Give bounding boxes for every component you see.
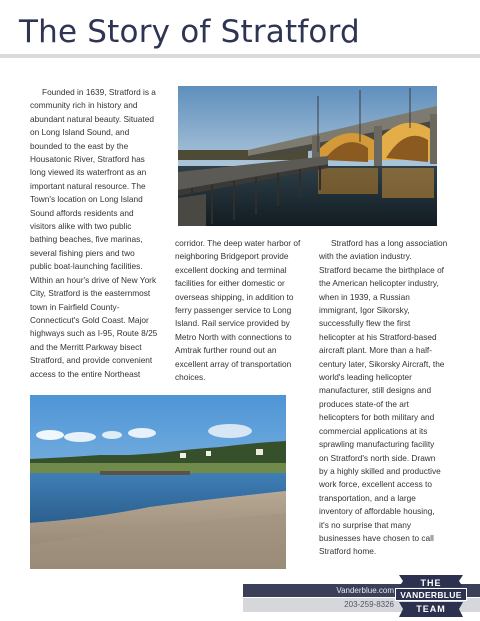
text-line: manufacturer, still designs and	[319, 385, 432, 396]
logo-line-2: VANDERBLUE	[400, 590, 462, 600]
bridge-photo	[178, 86, 437, 226]
text-line: when in 1939, a Russian	[319, 291, 410, 302]
text-line: excellent array of transportation	[175, 358, 292, 369]
text-line: world's leading helicopter	[319, 372, 412, 383]
text-line: access to the entire Northeast	[30, 368, 141, 379]
text-line: successfully flew the first	[319, 318, 411, 329]
page-title: The Story of Stratford	[19, 14, 360, 50]
title-divider	[0, 54, 480, 58]
text-line: Amtrak further round out an	[175, 345, 277, 356]
column-1-text	[30, 86, 164, 381]
text-line: corridor. The deep water harbor of	[175, 238, 301, 248]
column-3-text	[319, 237, 469, 559]
text-line: commercial applications at its	[319, 425, 428, 436]
text-line: Housatonic River, Stratford has	[30, 154, 145, 165]
text-line: bathing beaches, five marinas,	[30, 234, 143, 245]
website-link[interactable]: Vanderblue.com	[336, 586, 394, 595]
text-line: important natural resource. The	[30, 180, 146, 191]
text-line: and the Merritt Parkway bisect	[30, 341, 142, 352]
text-line: transportation, and a large	[319, 492, 416, 503]
text-line: public boat-launching facilities.	[30, 261, 143, 272]
text-line: Founded in 1639, Stratford is a	[42, 87, 156, 97]
text-line: bounded to the east by the	[30, 140, 129, 151]
text-line: Stratford home.	[319, 546, 377, 557]
text-line: Stratford, and provide convenient	[30, 355, 153, 366]
text-line: Stratford became the birthplace of	[319, 264, 444, 275]
text-line: with the aviation industry.	[319, 251, 412, 262]
column-2-text	[175, 237, 317, 384]
text-line: businesses have chosen to call	[319, 532, 434, 543]
text-line: long viewed its waterfront as an	[30, 167, 147, 178]
text-line: ferry passenger service to Long	[175, 305, 292, 316]
text-line: community rich in history and	[30, 100, 138, 111]
text-line: work force, excellent access to	[319, 479, 432, 490]
text-line: Sound affords residents and	[30, 207, 134, 218]
text-line: Stratford has a long association	[331, 238, 448, 248]
text-line: facilities for either domestic or	[175, 278, 285, 289]
text-line: visitors alike with two public	[30, 221, 132, 232]
phone-number: 203-259-8326	[344, 600, 394, 609]
text-line: sprawling manufacturing facility	[319, 439, 435, 450]
text-line: inventory of affordable housing,	[319, 506, 435, 517]
text-line: Connecticut's Gold Coast. Major	[30, 314, 149, 325]
text-line: on Long Island Sound, and	[30, 127, 130, 138]
text-line: Island. Rail service provided by	[175, 318, 290, 329]
text-line: helicopters for both military and	[319, 412, 435, 423]
logo-line-1: THE	[420, 578, 442, 588]
text-line: Metro North with connections to	[175, 331, 292, 342]
text-line: excellent docking and terminal	[175, 264, 287, 275]
text-line: highways such as I-95, Route 8/25	[30, 328, 158, 339]
text-line: it's no surprise that many	[319, 519, 411, 530]
text-line: produces state-of the art	[319, 398, 409, 409]
text-line: Within an hour's drive of New York	[30, 274, 157, 285]
text-line: several fishing piers and two	[30, 247, 135, 258]
vanderblue-team-logo	[395, 575, 467, 619]
text-line: neighboring Bridgeport provide	[175, 251, 289, 262]
text-line: town in Fairfield County-	[30, 301, 120, 312]
beach-photo	[30, 395, 286, 569]
text-line: century later, Sikorsky Aircraft, the	[319, 358, 445, 369]
text-line: immigrant, Igor Sikorsky,	[319, 305, 410, 316]
text-line: the American helicopter industry,	[319, 278, 439, 289]
text-line: by a highly skilled and productive	[319, 465, 441, 476]
text-line: City, Stratford is the easternmost	[30, 288, 151, 299]
text-line: aircraft plant. More than a half-	[319, 345, 432, 356]
text-line: choices.	[175, 372, 206, 383]
text-line: abundant natural beauty. Situated	[30, 113, 154, 124]
logo-line-3: TEAM	[416, 604, 446, 614]
text-line: overseas shipping, in addition to	[175, 291, 294, 302]
text-line: on Stratford's north side. Drawn	[319, 452, 436, 463]
text-line: helicopter at his Stratford-based	[319, 331, 437, 342]
text-line: Town's location on Long Island	[30, 194, 143, 205]
